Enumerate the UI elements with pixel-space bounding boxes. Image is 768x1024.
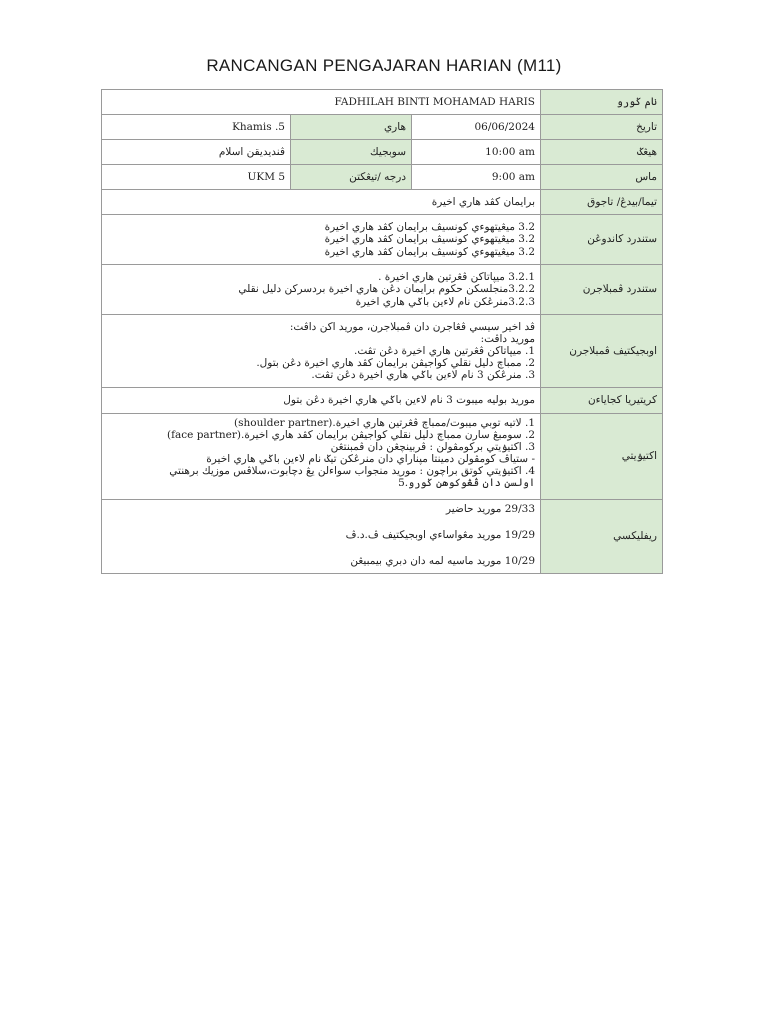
reflection-list xyxy=(102,500,541,574)
learning-standard-item: 3.2.3منرڠكن نام لاءين باݢي هاري اخيرة xyxy=(355,295,535,308)
learning-standard-item: 3.2.2منجلسكن حكوم برايمان دڠن هاري اخيرة بردسركن دليل نقلي xyxy=(238,283,535,296)
objective-item: 1. ميڽاتاكن ڤڠرتين هاري اخيرة دڠن تڤت. xyxy=(354,344,535,357)
activity-item: 3. اكتيۏيتي بركومڤولن : ڤربينچڠن دان ڤمبنتڠن xyxy=(330,441,535,454)
content-standard-list xyxy=(102,215,541,265)
theme-value: برايمان كڤد هاري اخيرة xyxy=(102,190,541,215)
activity-label: اكتيۏيتي xyxy=(541,414,663,500)
row-content-standard xyxy=(102,215,663,265)
start-time-value: 10:00 am xyxy=(412,140,541,165)
objective-item: 3. منرڠكن 3 نام لاءين باݢي هاري اخيرة دڠن تڤت. xyxy=(311,369,535,382)
subject-label: سوبجيك xyxy=(291,140,412,165)
row-time xyxy=(102,165,663,190)
activity-item: 4. اكتيۏيتي كوتق براچون : موريد منجواب سواءلن يڠ دچابوت،سلاڤس موزيك برهنتي xyxy=(169,465,535,478)
content-standard-item: 3.2 ميڠيتهوءي كونسيڤ برايمان كڤد هاري اخيرة xyxy=(324,221,535,234)
reflection-item: 29/33 موريد حاضير xyxy=(445,503,535,515)
reflection-item: 19/29 موريد مڠواساءي اوبجيكتيف ڤ.د.ڤ xyxy=(345,529,535,542)
date-value: 06/06/2024 xyxy=(412,115,541,140)
class-label: درجه /تيڠكتن xyxy=(291,165,412,190)
row-activity xyxy=(102,414,663,500)
row-subject xyxy=(102,140,663,165)
objective-item: 2. ممباچ دليل نقلي كواجيڤن برايمان كڤد هاري اخيرة دڠن بتول. xyxy=(256,357,535,370)
content-standard-item: 3.2 ميڠيتهوءي كونسيڤ برايمان كڤد هاري اخيرة xyxy=(324,245,535,258)
page-title: RANCANGAN PENGAJARAN HARIAN (M11) xyxy=(206,56,562,75)
day-value: Khamis .5 xyxy=(102,115,291,140)
teacher-name-label: نام ݢورو xyxy=(541,90,663,115)
lesson-plan-table xyxy=(101,89,663,574)
row-learning-standard xyxy=(102,265,663,315)
learning-standard-list xyxy=(102,265,541,315)
row-objective xyxy=(102,315,663,388)
start-time-label: هيڠݢ xyxy=(541,140,663,165)
date-label: تاريخ xyxy=(541,115,663,140)
teacher-name-value: FADHILAH BINTI MOHAMAD HARIS xyxy=(102,90,541,115)
row-reflection xyxy=(102,500,663,574)
row-name xyxy=(102,90,663,115)
class-value: UKM 5 xyxy=(102,165,291,190)
success-criteria-value: موريد بوليه ميبوت 3 نام لاءين باݢي هاري اخيرة دڠن بتول xyxy=(102,388,541,414)
activity-item: اولسن دان ڤڠوكوهن ݢورو.5 xyxy=(398,477,535,490)
time-label: ماس xyxy=(541,165,663,190)
objective-item: ڤد اخير سيسي ڤڠاجرن دان ڤمبلاجرن، موريد اكن داڤت: xyxy=(289,320,535,333)
content-standard-item: 3.2 ميڠيتهوءي كونسيڤ برايمان كڤد هاري اخيرة xyxy=(324,233,535,246)
reflection-item: 10/29 موريد ماسيه لمه دان دبري بيمبيڠن xyxy=(350,555,535,568)
day-label: هاري xyxy=(291,115,412,140)
theme-label: تيما/بيدڠ/ تاجوق xyxy=(541,190,663,215)
activity-item: 1. لاتيه توبي ميبوت/ممباچ ڤڠرتين هاري اخيرة.(shoulder partner) xyxy=(234,417,535,429)
activity-item: - ستياڤ كومڤولن دمينتا مڽناراي دان منرڠكن تيݢ نام لاءين باݢي هاري اخيرة xyxy=(206,453,535,466)
row-theme xyxy=(102,190,663,215)
activity-list xyxy=(102,414,541,500)
reflection-label: ريفليكسي xyxy=(541,500,663,574)
objective-item: موريد داڤت: xyxy=(480,332,535,345)
row-success-criteria xyxy=(102,388,663,414)
subject-value: ڤنديديقن اسلام xyxy=(102,140,291,165)
content-standard-label: ستندرد كاندوڠن xyxy=(541,215,663,265)
success-criteria-label: كريتيريا كجاياءن xyxy=(541,388,663,414)
objective-list xyxy=(102,315,541,388)
activity-item: 2. سومبڠ سارن ممباچ دليل نقلي كواجيڤن برايمان كڤد هاري اخيرة.(face partner) xyxy=(167,429,535,442)
learning-standard-label: ستندرد ڤمبلاجرن xyxy=(541,265,663,315)
time-value: 9:00 am xyxy=(412,165,541,190)
learning-standard-item: 3.2.1 ميڽاتاكن ڤڠرتين هاري اخيرة . xyxy=(378,271,535,284)
objective-label: اوبجيكتيف ڤمبلاجرن xyxy=(541,315,663,388)
row-date xyxy=(102,115,663,140)
